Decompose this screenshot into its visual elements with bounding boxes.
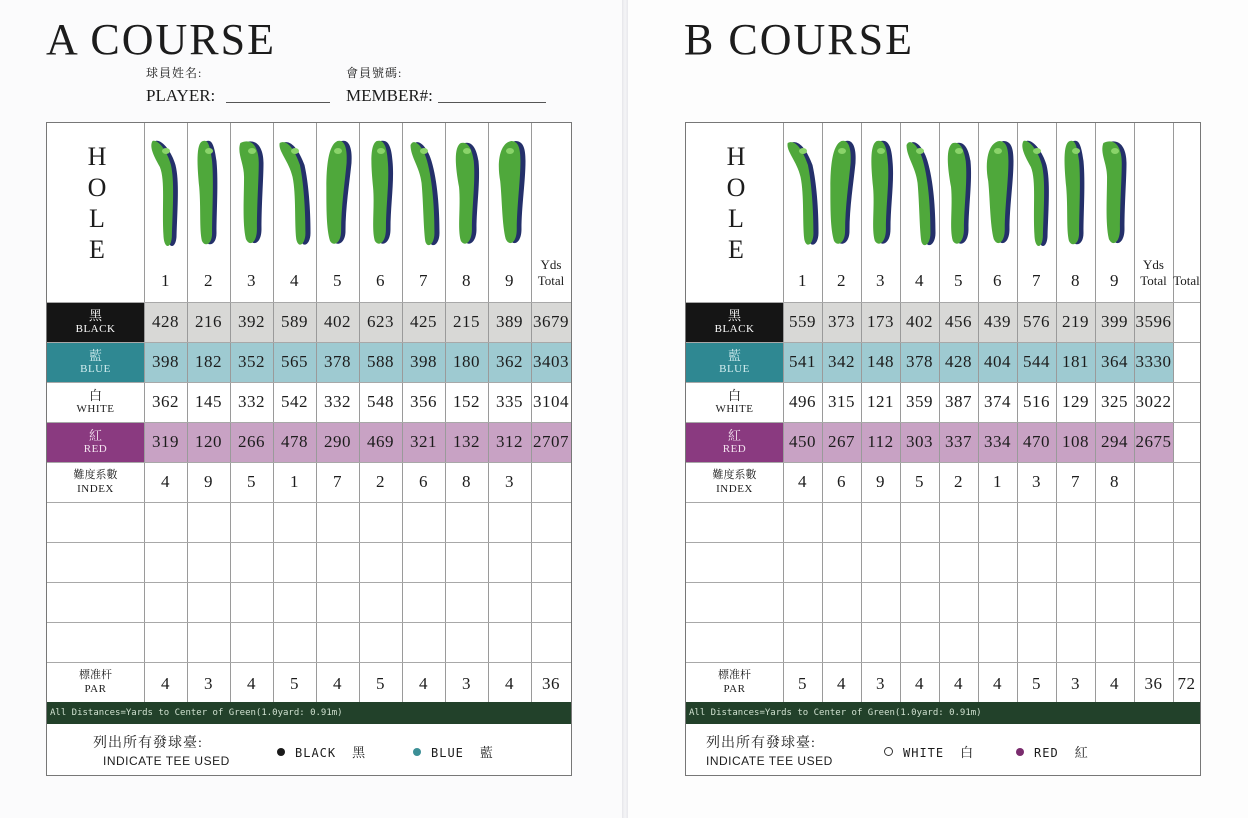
hole-header-letter: O <box>87 173 107 202</box>
blue-yardage-total: 3330 <box>1135 352 1172 371</box>
tee-legend-label: WHITE <box>903 746 945 760</box>
index-label <box>47 468 144 496</box>
hole-par: 4 <box>954 674 963 693</box>
hole-par: 4 <box>1110 674 1119 693</box>
white-yardage: 387 <box>945 392 972 411</box>
par-label <box>686 668 783 696</box>
red-yardage: 267 <box>828 432 855 451</box>
black-yardage: 559 <box>789 312 816 331</box>
hole-number: 5 <box>333 271 342 290</box>
hole-layout-icon <box>277 137 313 251</box>
tee-used-label-zh: 列出所有發球臺: <box>706 736 816 751</box>
grid-line <box>47 382 571 383</box>
red-yardage-total: 2675 <box>1135 432 1172 451</box>
blue-yardage: 588 <box>367 352 394 371</box>
handicap-index: 9 <box>876 472 885 491</box>
white-yardage: 325 <box>1101 392 1128 411</box>
score-entry-row[interactable] <box>783 542 1200 582</box>
hole-number: 8 <box>1071 271 1080 290</box>
tee-used-section <box>686 724 1200 774</box>
hole-number: 2 <box>204 271 213 290</box>
black-tee-label-zh: 黑 <box>727 308 741 323</box>
blue-tee-label <box>47 348 144 376</box>
hole-number: 8 <box>462 271 471 290</box>
member-number-field[interactable] <box>438 102 546 103</box>
tee-used-label-zh: 列出所有發球臺: <box>93 736 203 751</box>
blue-yardage: 544 <box>1023 352 1050 371</box>
blue-yardage: 378 <box>324 352 351 371</box>
par-label-zh: 標准杆 <box>79 669 112 681</box>
index-label-en: INDEX <box>716 483 753 495</box>
black-yardage: 216 <box>195 312 222 331</box>
tee-legend-red[interactable] <box>1016 742 1089 761</box>
blue-yardage: 404 <box>984 352 1011 371</box>
black-tee-label <box>47 308 144 336</box>
player-label-en: PLAYER: <box>146 86 216 105</box>
score-entry-row[interactable] <box>783 622 1200 662</box>
black-tee-label <box>686 308 783 336</box>
black-yardage-total: 3596 <box>1135 312 1172 331</box>
black-yardage: 402 <box>906 312 933 331</box>
red-yardage: 469 <box>367 432 394 451</box>
handicap-index: 6 <box>419 472 428 491</box>
black-tee-dot-icon <box>277 748 285 756</box>
black-yardage: 402 <box>324 312 351 331</box>
blue-yardage: 428 <box>945 352 972 371</box>
blue-tee-label <box>686 348 783 376</box>
red-yardage: 334 <box>984 432 1011 451</box>
tee-legend-label: BLACK <box>295 746 337 760</box>
black-yardage: 215 <box>453 312 480 331</box>
hole-par: 5 <box>290 674 299 693</box>
tee-legend-white[interactable] <box>884 742 974 761</box>
hole-header-letter: H <box>87 142 107 171</box>
handicap-index: 1 <box>993 472 1002 491</box>
distance-note-bar: All Distances=Yards to Center of Green(1.0yard: 0.91m) <box>47 702 571 724</box>
hole-par: 4 <box>915 674 924 693</box>
blue-tee-dot-icon <box>413 748 421 756</box>
handicap-index: 7 <box>333 472 342 491</box>
hole-header-letter: O <box>726 173 746 202</box>
black-yardage: 425 <box>410 312 437 331</box>
hole-par: 3 <box>876 674 885 693</box>
black-yardage: 623 <box>367 312 394 331</box>
black-yardage: 389 <box>496 312 523 331</box>
handicap-index: 4 <box>798 472 807 491</box>
yds-total-header: Total <box>537 273 565 288</box>
par-grand-total: 72 <box>1177 674 1196 693</box>
scorecard-page-b <box>628 0 1248 818</box>
handicap-index: 1 <box>290 472 299 491</box>
red-yardage: 319 <box>152 432 179 451</box>
blue-yardage: 182 <box>195 352 222 371</box>
hole-par: 4 <box>247 674 256 693</box>
hole-number: 6 <box>376 271 385 290</box>
red-yardage-total: 2707 <box>533 432 569 451</box>
red-tee-label-zh: 紅 <box>88 428 102 443</box>
hole-layout-icon <box>363 137 399 251</box>
white-yardage: 356 <box>410 392 437 411</box>
red-yardage: 470 <box>1023 432 1050 451</box>
black-yardage-total: 3679 <box>533 312 569 331</box>
course-title: B COURSE <box>684 15 914 64</box>
hole-layout-icon <box>1019 137 1055 251</box>
tee-used-label-en: INDICATE TEE USED <box>103 754 230 768</box>
blue-yardage: 541 <box>789 352 816 371</box>
tee-legend-label-zh: 白 <box>960 745 975 760</box>
hole-par: 5 <box>376 674 385 693</box>
blue-yardage: 148 <box>867 352 894 371</box>
red-tee-label <box>47 428 144 456</box>
scorecard-table <box>46 122 572 776</box>
hole-par: 3 <box>1071 674 1080 693</box>
blue-yardage: 398 <box>410 352 437 371</box>
hole-header-letter: L <box>728 204 744 233</box>
black-yardage: 439 <box>984 312 1011 331</box>
hole-number: 1 <box>161 271 170 290</box>
par-label-en: PAR <box>84 683 107 695</box>
blue-yardage: 364 <box>1101 352 1128 371</box>
scorecard-page-a <box>0 0 622 818</box>
hole-layout-icon <box>1097 137 1133 251</box>
white-yardage: 335 <box>496 392 523 411</box>
handicap-index: 9 <box>204 472 213 491</box>
yds-total-header: Yds <box>1143 257 1164 272</box>
black-yardage: 392 <box>238 312 265 331</box>
blue-yardage: 398 <box>152 352 179 371</box>
player-label-zh: 球員姓名: <box>146 66 203 80</box>
hole-par: 4 <box>505 674 514 693</box>
par-label-zh: 標准杆 <box>718 669 751 681</box>
white-yardage: 359 <box>906 392 933 411</box>
white-yardage: 332 <box>324 392 351 411</box>
member-label-zh: 會員號碼: <box>346 66 403 80</box>
handicap-index: 2 <box>954 472 963 491</box>
hole-header-letter: E <box>89 235 105 264</box>
par-label-en: PAR <box>723 683 746 695</box>
red-yardage: 312 <box>496 432 523 451</box>
hole-layout-icon <box>1058 137 1094 251</box>
red-tee-label-en: RED <box>83 443 108 455</box>
red-yardage: 108 <box>1062 432 1089 451</box>
hole-header-letter: E <box>728 235 744 264</box>
grid-line <box>686 422 1200 423</box>
handicap-index: 8 <box>1110 472 1119 491</box>
tee-legend-label: BLUE <box>431 746 464 760</box>
score-entry-row[interactable] <box>144 502 571 542</box>
grid-line <box>686 302 1200 303</box>
hole-number: 4 <box>290 271 299 290</box>
black-yardage: 589 <box>281 312 308 331</box>
par-total: 36 <box>542 674 560 693</box>
black-yardage: 428 <box>152 312 179 331</box>
index-label <box>686 468 783 496</box>
white-yardage: 332 <box>238 392 265 411</box>
index-label-en: INDEX <box>77 483 114 495</box>
white-yardage: 374 <box>984 392 1011 411</box>
grid-line <box>686 462 1200 463</box>
hole-number: 2 <box>837 271 846 290</box>
white-tee-label-en: WHITE <box>715 403 754 415</box>
white-yardage: 516 <box>1023 392 1050 411</box>
handicap-index: 6 <box>837 472 846 491</box>
grand-total-header: Total <box>1173 273 1200 288</box>
grid-line <box>47 342 571 343</box>
white-yardage: 496 <box>789 392 816 411</box>
red-yardage: 478 <box>281 432 308 451</box>
yds-total-header: Total <box>1140 273 1167 288</box>
tee-legend-black[interactable] <box>277 742 366 761</box>
yds-total-header: Yds <box>540 257 562 272</box>
hole-par: 4 <box>419 674 428 693</box>
player-name-field[interactable] <box>226 102 330 103</box>
hole-layout-icon <box>320 137 356 251</box>
score-entry-row[interactable] <box>144 622 571 662</box>
red-yardage: 321 <box>410 432 437 451</box>
blue-yardage: 565 <box>281 352 308 371</box>
tee-legend-label-zh: 藍 <box>479 745 494 760</box>
blue-yardage: 362 <box>496 352 523 371</box>
handicap-index: 8 <box>462 472 471 491</box>
blue-tee-label-en: BLUE <box>80 363 111 375</box>
blue-yardage: 352 <box>238 352 265 371</box>
black-tee-label-zh: 黑 <box>88 308 102 323</box>
hole-number: 3 <box>876 271 885 290</box>
hole-number: 1 <box>798 271 807 290</box>
white-yardage: 362 <box>152 392 179 411</box>
black-yardage: 456 <box>945 312 972 331</box>
hole-par: 4 <box>333 674 342 693</box>
hole-par: 5 <box>1032 674 1041 693</box>
tee-legend-label-zh: 紅 <box>1074 745 1089 760</box>
red-yardage: 294 <box>1101 432 1128 451</box>
score-entry-row[interactable] <box>144 542 571 582</box>
red-tee-label-en: RED <box>722 443 747 455</box>
handicap-index: 5 <box>247 472 256 491</box>
hole-layout-icon <box>191 137 227 251</box>
red-yardage: 290 <box>324 432 351 451</box>
grid-line <box>47 302 571 303</box>
hole-layout-icon <box>406 137 442 251</box>
hole-number: 3 <box>247 271 256 290</box>
hole-layout-icon <box>785 137 821 251</box>
hole-number: 7 <box>1032 271 1041 290</box>
white-yardage: 548 <box>367 392 394 411</box>
grid-line <box>47 462 571 463</box>
white-tee-label-en: WHITE <box>76 403 115 415</box>
red-yardage: 266 <box>238 432 265 451</box>
black-yardage: 399 <box>1101 312 1128 331</box>
hole-par: 3 <box>204 674 213 693</box>
hole-par: 4 <box>993 674 1002 693</box>
score-entry-row[interactable] <box>144 582 571 622</box>
white-tee-label <box>686 388 783 416</box>
white-tee-label <box>47 388 144 416</box>
red-yardage: 450 <box>789 432 816 451</box>
hole-number: 7 <box>419 271 428 290</box>
tee-legend-label: RED <box>1034 746 1059 760</box>
hole-number: 6 <box>993 271 1002 290</box>
hole-number: 9 <box>505 271 514 290</box>
white-yardage: 152 <box>453 392 480 411</box>
black-tee-label-en: BLACK <box>714 323 755 335</box>
handicap-index: 2 <box>376 472 385 491</box>
course-title: A COURSE <box>46 15 276 64</box>
grid-line <box>47 422 571 423</box>
hole-layout-icon <box>902 137 938 251</box>
red-yardage: 337 <box>945 432 972 451</box>
white-yardage: 145 <box>195 392 222 411</box>
red-yardage: 132 <box>453 432 480 451</box>
par-total: 36 <box>1144 674 1163 693</box>
hole-par: 3 <box>462 674 471 693</box>
score-entry-row[interactable] <box>783 502 1200 542</box>
tee-legend-blue[interactable] <box>413 742 494 761</box>
blue-tee-label-zh: 藍 <box>727 348 741 363</box>
hole-layout-icon <box>941 137 977 251</box>
hole-number: 5 <box>954 271 963 290</box>
tee-legend-label-zh: 黑 <box>352 745 367 760</box>
grid-line <box>47 662 571 663</box>
hole-par: 4 <box>837 674 846 693</box>
hole-layout-icon <box>980 137 1016 251</box>
red-yardage: 112 <box>867 432 894 451</box>
black-tee-label-en: BLACK <box>75 323 116 335</box>
white-yardage-total: 3022 <box>1135 392 1172 411</box>
blue-tee-label-en: BLUE <box>719 363 750 375</box>
scorecard-table <box>685 122 1201 776</box>
handicap-index: 3 <box>1032 472 1041 491</box>
tee-used-label-en: INDICATE TEE USED <box>706 754 833 768</box>
blue-yardage: 342 <box>828 352 855 371</box>
hole-layout-icon <box>492 137 528 251</box>
grid-line <box>686 382 1200 383</box>
player-member-block <box>146 64 566 110</box>
hole-layout-icon <box>234 137 270 251</box>
black-yardage: 373 <box>828 312 855 331</box>
hole-layout-icon <box>449 137 485 251</box>
black-yardage: 173 <box>867 312 894 331</box>
black-yardage: 576 <box>1023 312 1050 331</box>
index-label-zh: 難度系數 <box>712 469 757 481</box>
red-yardage: 303 <box>906 432 933 451</box>
white-yardage: 121 <box>867 392 894 411</box>
red-tee-label <box>686 428 783 456</box>
hole-par: 5 <box>798 674 807 693</box>
grid-line <box>686 342 1200 343</box>
red-tee-dot-icon <box>1016 748 1024 756</box>
black-yardage: 219 <box>1062 312 1089 331</box>
handicap-index: 7 <box>1071 472 1080 491</box>
grid-line <box>686 662 1200 663</box>
white-yardage-total: 3104 <box>533 392 569 411</box>
hole-layout-icon <box>148 137 184 251</box>
index-label-zh: 難度系數 <box>73 469 118 481</box>
blue-tee-label-zh: 藍 <box>88 348 102 363</box>
distance-note-bar: All Distances=Yards to Center of Green(1.0yard: 0.91m) <box>686 702 1200 724</box>
white-tee-label-zh: 白 <box>88 388 102 403</box>
white-yardage: 315 <box>828 392 855 411</box>
hole-layout-icon <box>863 137 899 251</box>
hole-number: 4 <box>915 271 924 290</box>
white-tee-dot-icon <box>884 747 893 756</box>
hole-number: 9 <box>1110 271 1119 290</box>
white-yardage: 542 <box>281 392 308 411</box>
handicap-index: 5 <box>915 472 924 491</box>
white-yardage: 129 <box>1062 392 1089 411</box>
blue-yardage: 181 <box>1062 352 1089 371</box>
hole-par: 4 <box>161 674 170 693</box>
member-label-en: MEMBER#: <box>346 86 433 105</box>
blue-yardage: 378 <box>906 352 933 371</box>
red-tee-label-zh: 紅 <box>727 428 741 443</box>
red-yardage: 120 <box>195 432 222 451</box>
handicap-index: 4 <box>161 472 170 491</box>
hole-header-letter: L <box>89 204 105 233</box>
score-entry-row[interactable] <box>783 582 1200 622</box>
blue-yardage: 180 <box>453 352 480 371</box>
tee-used-section <box>47 724 571 774</box>
blue-yardage-total: 3403 <box>533 352 569 371</box>
handicap-index: 3 <box>505 472 514 491</box>
par-label <box>47 668 144 696</box>
hole-layout-icon <box>824 137 860 251</box>
white-tee-label-zh: 白 <box>727 388 741 403</box>
hole-header-letter: H <box>726 142 746 171</box>
